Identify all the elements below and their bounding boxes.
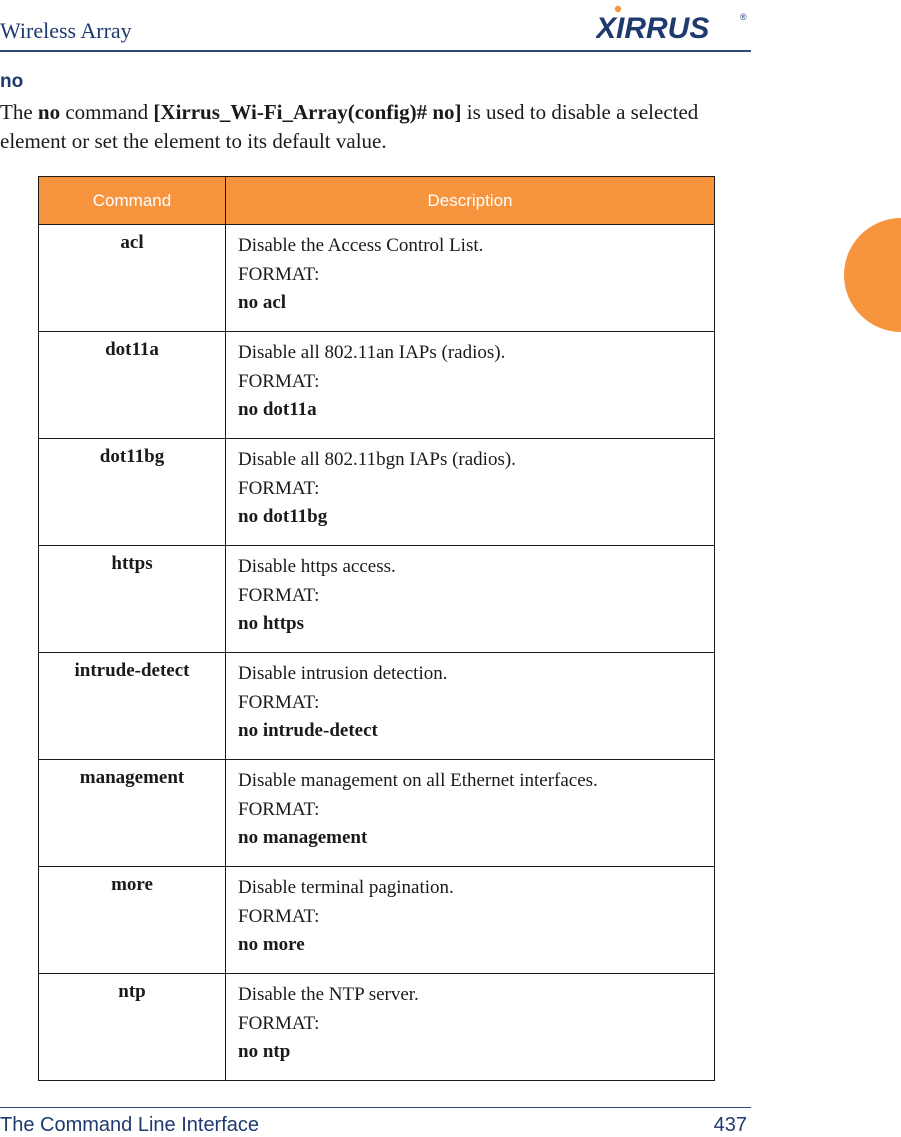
command-cell: more <box>39 867 226 974</box>
logo-registered-mark: ® <box>740 12 747 22</box>
description-cell <box>226 974 715 1081</box>
format-label: FORMAT: <box>238 905 320 927</box>
command-cell: dot11a <box>39 332 226 439</box>
format-command: no ntp <box>238 1041 291 1062</box>
format-command: no dot11a <box>238 399 317 420</box>
table-row <box>39 653 715 760</box>
format-command: no intrude-detect <box>238 720 378 741</box>
table-row <box>39 974 715 1081</box>
footer-chapter-title: The Command Line Interface <box>0 1114 260 1136</box>
chapter-side-tab <box>844 218 901 332</box>
table-header-row <box>39 177 715 225</box>
format-label: FORMAT: <box>238 798 320 820</box>
description-cell <box>226 332 715 439</box>
format-label: FORMAT: <box>238 477 320 499</box>
column-header-command: Command <box>39 177 226 225</box>
format-command: no more <box>238 934 305 955</box>
command-cell: https <box>39 546 226 653</box>
header-divider <box>0 50 751 52</box>
intro-suffix: is used to disable a selected element or set the element to its default value. <box>0 100 699 153</box>
description-text: Disable the NTP server. <box>238 984 419 1005</box>
format-label: FORMAT: <box>238 691 320 713</box>
command-cell: ntp <box>39 974 226 1081</box>
table-row <box>39 439 715 546</box>
command-cell: dot11bg <box>39 439 226 546</box>
running-header-title: Wireless Array <box>0 18 132 43</box>
description-text: Disable all 802.11bgn IAPs (radios). <box>238 449 516 470</box>
description-text: Disable the Access Control List. <box>238 235 484 256</box>
description-text: Disable https access. <box>238 556 396 577</box>
command-cell: management <box>39 760 226 867</box>
table-row <box>39 867 715 974</box>
xirrus-logo <box>596 2 748 42</box>
intro-prompt: [Xirrus_Wi-Fi_Array(config)# no] <box>153 100 462 124</box>
table-row <box>39 225 715 332</box>
description-cell <box>226 653 715 760</box>
footer-page-number: 437 <box>713 1114 747 1136</box>
format-command: no management <box>238 827 368 848</box>
format-command: no https <box>238 613 304 634</box>
column-header-description: Description <box>226 177 715 225</box>
format-label: FORMAT: <box>238 370 320 392</box>
command-cell: intrude-detect <box>39 653 226 760</box>
table-row <box>39 546 715 653</box>
description-cell <box>226 439 715 546</box>
format-label: FORMAT: <box>238 263 320 285</box>
format-command: no dot11bg <box>238 506 328 527</box>
intro-keyword: no <box>37 100 61 124</box>
command-cell: acl <box>39 225 226 332</box>
section-heading: no <box>0 71 24 92</box>
footer-divider <box>0 1107 751 1108</box>
intro-paragraph <box>0 98 752 156</box>
description-cell <box>226 760 715 867</box>
logo-wordmark: XIRRUS <box>596 12 710 42</box>
description-cell <box>226 867 715 974</box>
table-row <box>39 760 715 867</box>
description-text: Disable terminal pagination. <box>238 877 454 898</box>
description-cell <box>226 225 715 332</box>
intro-middle: command <box>60 100 154 124</box>
description-text: Disable intrusion detection. <box>238 663 448 684</box>
description-cell <box>226 546 715 653</box>
format-command: no acl <box>238 292 287 313</box>
format-label: FORMAT: <box>238 584 320 606</box>
description-text: Disable management on all Ethernet interfaces. <box>238 770 598 791</box>
table-row <box>39 332 715 439</box>
format-label: FORMAT: <box>238 1012 320 1034</box>
command-table <box>38 176 715 1081</box>
intro-prefix: The <box>0 100 38 124</box>
description-text: Disable all 802.11an IAPs (radios). <box>238 342 506 363</box>
